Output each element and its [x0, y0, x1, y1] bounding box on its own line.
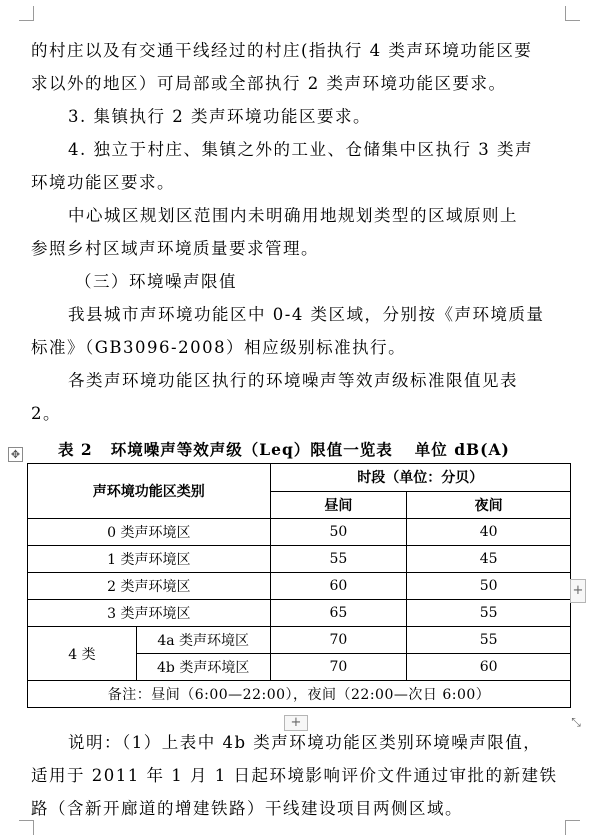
text-line: 2。	[31, 404, 61, 423]
cell-night: 55	[407, 600, 571, 627]
noise-limit-table	[27, 463, 571, 708]
paragraph-item-3	[31, 100, 600, 133]
cell-group-4: 4 类	[28, 627, 137, 681]
cell-day: 70	[270, 654, 407, 681]
table-number: 表 2	[58, 440, 93, 459]
table-row	[28, 519, 571, 546]
cell-day: 70	[270, 627, 407, 654]
add-row-icon[interactable]: +	[284, 715, 308, 731]
text-line: 各类声环境功能区执行的环境噪声等效声级标准限值见表	[68, 371, 518, 390]
paragraph-explanation	[31, 726, 563, 825]
header-day: 昼间	[270, 491, 407, 519]
page-corner-mark-top-left	[19, 6, 34, 21]
table-caption	[58, 438, 510, 460]
text-line: 标准》（GB3096-2008）相应级别标准执行。	[31, 338, 407, 357]
header-night: 夜间	[407, 491, 571, 519]
paragraph-standard	[31, 298, 563, 364]
table-note: 备注：昼间（6:00—22:00），夜间（22:00—次日 6:00）	[28, 681, 571, 708]
table-row	[28, 600, 571, 627]
cell-category: 4a 类声环境区	[136, 627, 270, 654]
table-title: 环境噪声等效声级（Leq）限值一览表	[110, 440, 393, 459]
cell-night: 40	[407, 519, 571, 546]
cell-night: 45	[407, 546, 571, 573]
add-column-icon[interactable]: +	[570, 579, 586, 603]
page-corner-mark-top-right	[565, 6, 580, 21]
paragraph-table-reference	[31, 364, 563, 430]
text-line: 我县城市声环境功能区中 0-4 类区域，分别按《声环境质量	[68, 305, 545, 324]
text-line: 中心城区规划区范围内未明确用地规划类型的区域原则上	[68, 206, 518, 225]
text-line: 环境功能区要求。	[31, 173, 175, 192]
paragraph-village-zones	[31, 34, 563, 100]
text-line: 求以外的地区）可局部或全部执行 2 类声环境功能区要求。	[31, 74, 507, 93]
cell-category: 0 类声环境区	[28, 519, 271, 546]
text-line: 路（含新开廊道的增建铁路）干线建设项目两侧区域。	[31, 799, 463, 818]
table-resize-icon[interactable]: ⤡	[571, 715, 581, 729]
table-row	[28, 627, 571, 654]
cell-night: 55	[407, 627, 571, 654]
table-header-row	[28, 464, 571, 492]
text-line: 的村庄以及有交通干线经过的村庄(指执行 4 类声环境功能区要	[31, 41, 533, 60]
paragraph-central-urban	[31, 199, 563, 265]
text-line: 4. 独立于村庄、集镇之外的工业、仓储集中区执行 3 类声	[68, 140, 533, 159]
cell-category: 2 类声环境区	[28, 573, 271, 600]
table-row	[28, 573, 571, 600]
page-corner-mark-bottom-right	[565, 820, 580, 835]
cell-night: 50	[407, 573, 571, 600]
table-unit: 单位 dB(A)	[414, 440, 510, 459]
cell-day: 50	[270, 519, 407, 546]
section-heading	[31, 265, 602, 298]
text-line: 说明：（1）上表中 4b 类声环境功能区类别环境噪声限值，	[68, 733, 542, 752]
cell-category: 3 类声环境区	[28, 600, 271, 627]
header-category: 声环境功能区类别	[28, 464, 271, 519]
cell-day: 65	[270, 600, 407, 627]
table-row	[28, 546, 571, 573]
section-heading-text: （三）环境噪声限值	[75, 272, 237, 291]
text-line: 3. 集镇执行 2 类声环境功能区要求。	[68, 107, 371, 126]
text-line: 适用于 2011 年 1 月 1 日起环境影响评价文件通过审批的新建铁	[31, 766, 558, 785]
cell-day: 55	[270, 546, 407, 573]
header-period: 时段（单位：分贝）	[270, 464, 570, 492]
cell-category: 1 类声环境区	[28, 546, 271, 573]
text-line: 参照乡村区域声环境质量要求管理。	[31, 239, 319, 258]
table-note-row	[28, 681, 571, 708]
table-move-handle-icon[interactable]: ✥	[8, 447, 23, 462]
cell-category: 4b 类声环境区	[136, 654, 270, 681]
paragraph-item-4	[31, 133, 563, 199]
cell-day: 60	[270, 573, 407, 600]
cell-night: 60	[407, 654, 571, 681]
